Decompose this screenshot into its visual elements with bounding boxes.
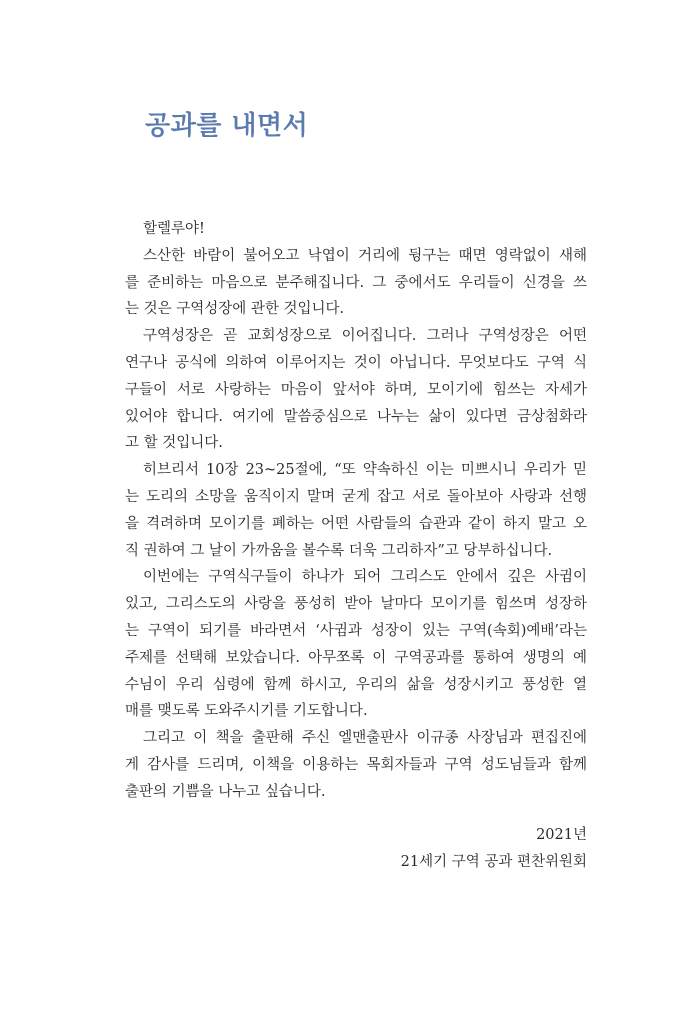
signature-author: 21세기 구역 공과 편찬위원회 <box>400 853 587 870</box>
paragraph-5-line-6: 매를 맺도록 도와주시기를 기도합니다. <box>125 703 368 720</box>
paragraph-6-line-3: 출판의 기쁨을 나누고 싶습니다. <box>125 783 326 800</box>
paragraph-4-line-1: 히브리서 10장 23~25절에, “또 약속하신 이는 미쁘시니 우리가 믿 <box>143 462 587 479</box>
preface-body <box>125 216 587 806</box>
paragraph-4-line-3: 을 격려하며 모이기를 폐하는 어떤 사람들의 습관과 같이 하지 말고 오 <box>125 515 587 532</box>
paragraph-3-line-1: 구역성장은 곧 교회성장으로 이어집니다. 그러나 구역성장은 어떤 <box>143 328 587 345</box>
paragraph-1-line-1: 할렐루야! <box>143 221 205 237</box>
paragraph-3-line-3: 구들이 서로 사랑하는 마음이 앞서야 하며, 모이기에 힘쓰는 자세가 <box>125 381 587 398</box>
paragraph-2-line-2: 를 준비하는 마음으로 분주해집니다. 그 중에서도 우리들이 신경을 쓰 <box>125 274 587 291</box>
signature-year: 2021년 <box>536 827 587 843</box>
paragraph-3-line-4: 있어야 합니다. 여기에 말씀중심으로 나누는 삶이 있다면 금상첨화라 <box>125 408 587 425</box>
paragraph-5-line-5: 수님이 우리 심령에 함께 하시고, 우리의 삶을 성장시키고 풍성한 열 <box>125 676 587 693</box>
paragraph-3-line-5: 고 할 것입니다. <box>125 435 223 452</box>
paragraph-4-line-2: 는 도리의 소망을 움직이지 말며 굳게 잡고 서로 돌아보아 사랑과 선행 <box>125 488 587 505</box>
paragraph-6-line-1: 그리고 이 책을 출판해 주신 엘맨출판사 이규종 사장님과 편집진에 <box>143 730 587 747</box>
paragraph-5-line-2: 있고, 그리스도의 사랑을 풍성히 받아 날마다 모이기를 힘쓰며 성장하 <box>125 596 587 613</box>
page-title: 공과를 내면서 <box>145 111 309 141</box>
paragraph-2-line-3: 는 것은 구역성장에 관한 것입니다. <box>125 301 345 318</box>
paragraph-5-line-4: 주제를 선택해 보았습니다. 아무쪼록 이 구역공과를 통하여 생명의 예 <box>125 649 587 666</box>
paragraph-5-line-3: 는 구역이 되기를 바라면서 ‘사귐과 성장이 있는 구역(속회)예배’라는 <box>125 622 587 639</box>
signature-block <box>401 822 587 876</box>
paragraph-5-line-1: 이번에는 구역식구들이 하나가 되어 그리스도 안에서 깊은 사귐이 <box>143 569 587 586</box>
paragraph-6-line-2: 게 감사를 드리며, 이책을 이용하는 목회자들과 구역 성도님들과 함께 <box>125 756 587 773</box>
paragraph-2-line-1: 스산한 바람이 불어오고 낙엽이 거리에 뒹구는 때면 영락없이 새해 <box>143 247 587 264</box>
paragraph-4-line-4: 직 권하여 그 날이 가까움을 볼수록 더욱 그리하자”고 당부하십니다. <box>125 542 553 559</box>
paragraph-3-line-2: 연구나 공식에 의하여 이루어지는 것이 아닙니다. 무엇보다도 구역 식 <box>125 354 587 371</box>
